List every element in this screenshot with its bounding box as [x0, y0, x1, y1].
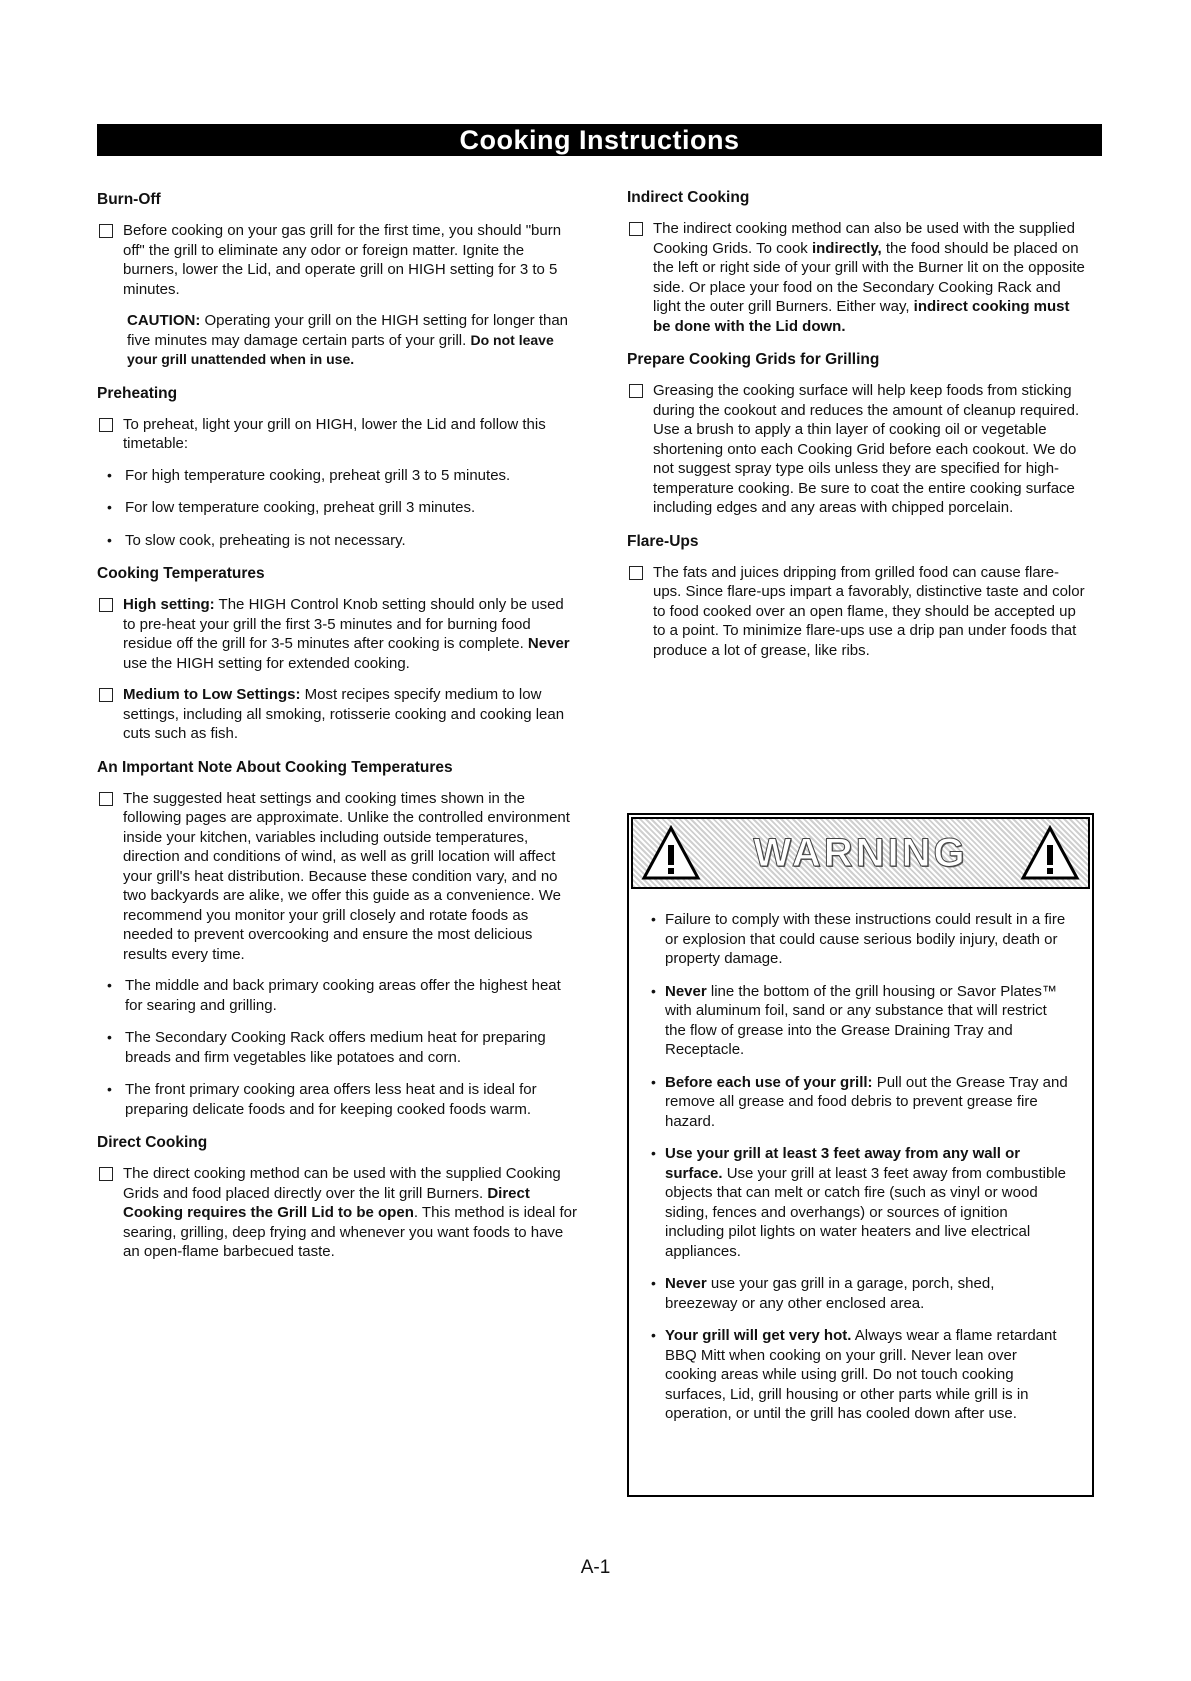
flare-section — [627, 532, 1087, 661]
flare-item — [627, 563, 1087, 661]
warning-item-bold: Never — [665, 982, 707, 1000]
list-item — [97, 1080, 577, 1119]
list-item-text: To slow cook, preheating is not necessary. — [125, 531, 406, 549]
preheating-text: To preheat, light your grill on HIGH, lower the Lid and follow this timetable: — [123, 415, 546, 452]
warning-item-body: Always wear a flame retardant BBQ Mitt when cooking on your grill. Never lean over cooking areas while using grill. Do not touch cooking surfaces, Lid, grill housing or other parts while grill is in operation, or until the grill has cooled down after use. — [665, 1327, 1057, 1422]
prepare-text: Greasing the cooking surface will help keep foods from sticking during the cookout and reduces the amount of cleanup required. Use a brush to apply a thin layer of cooking oil or vegetable shortening onto each Cooking Grid before each cookout. We do not suggest spray type oils unless they are specified for high-temperature cooking. Be sure to coat the entire cooking surface including edges and any areas with chipped porcelain. — [653, 382, 1080, 516]
warning-item-text — [665, 910, 1071, 969]
list-item-text: For high temperature cooking, preheat grill 3 to 5 minutes. — [125, 466, 511, 484]
burnoff-heading: Burn-Off — [97, 191, 161, 208]
direct-heading: Direct Cooking — [97, 1134, 208, 1151]
bullet-icon: • — [651, 1327, 656, 1343]
warning-box — [627, 813, 1094, 1497]
caution-label: CAUTION: — [127, 312, 201, 329]
checkbox-square-icon — [99, 688, 113, 702]
indirect-section — [627, 188, 1087, 336]
preheating-item — [97, 415, 577, 454]
note-item — [97, 789, 577, 965]
warning-title: WARNING — [753, 830, 968, 875]
bullet-icon: • — [651, 1275, 656, 1291]
prepare-section — [627, 350, 1087, 518]
indirect-item — [627, 219, 1087, 336]
warning-item-text — [665, 1274, 1071, 1313]
high-never-bold: Never — [527, 635, 570, 652]
direct-section — [97, 1133, 577, 1262]
bullet-icon: • — [107, 977, 112, 993]
bullet-icon: • — [651, 982, 656, 999]
bullet-icon: • — [107, 466, 112, 483]
warning-item — [651, 1326, 1071, 1424]
medium-setting-label: Medium to Low Settings: — [123, 686, 301, 703]
indirect-heading: Indirect Cooking — [627, 189, 750, 206]
warning-item-body: use your gas grill in a garage, porch, shed, breezeway or any other enclosed area. — [665, 1275, 995, 1312]
checkbox-square-icon — [99, 418, 113, 432]
bullet-icon: • — [651, 1073, 656, 1090]
checkbox-square-icon — [99, 792, 113, 806]
warning-item — [651, 1073, 1071, 1132]
bullet-icon: • — [107, 499, 112, 515]
warning-item-bold: Before each use of your grill: — [665, 1073, 873, 1091]
warning-item-body: line the bottom of the grill housing or Savor Plates™ with aluminum foil, sand or any substance that will restrict the flow of grease into the Grease Draining Tray and Receptacle. — [665, 982, 1057, 1058]
checkbox-square-icon — [99, 1167, 113, 1181]
high-setting-label: High setting: — [123, 596, 215, 613]
note-text: The suggested heat settings and cooking times shown in the following pages are approximate. Unlike the controlled environment inside your kitchen, variables including outside temperatures, direction and conditions of wind, as well as grill location will affect your grill's heat distribution. Because these condition vary, and no two backyards are alike, we offer this guide as a convenience. We recommend you monitor your grill closely and rotate foods as needed to prevent overcooking and ensure the most delicious results every time. — [123, 789, 570, 963]
list-item-text: The middle and back primary cooking areas offer the highest heat for searing and grilling. — [125, 977, 561, 1014]
bullet-icon: • — [107, 531, 112, 548]
list-item — [97, 531, 577, 551]
direct-text-1: The direct cooking method can be used with the supplied Cooking Grids and food placed directly over the lit grill Burners. — [123, 1165, 561, 1202]
warning-header — [631, 817, 1090, 889]
indirect-text — [653, 219, 1087, 336]
high-setting-item — [97, 595, 577, 673]
list-item — [97, 466, 577, 486]
list-item-text: The front primary cooking area offers less heat and is ideal for preparing delicate foods and for keeping cooked foods warm. — [125, 1081, 537, 1118]
warning-item — [651, 1144, 1071, 1261]
preheating-heading: Preheating — [97, 384, 178, 402]
caution-text: Operating your grill on the HIGH setting for longer than five minutes may damage certain parts of your grill. — [127, 312, 569, 349]
checkbox-square-icon — [629, 222, 643, 236]
indirect-text-2: the food should be placed on the left or right side of your grill with the Burner lit on the opposite side. Or place your food on the Secondary Cooking Rack and light the outer grill Burners. Either way, — [653, 239, 1085, 315]
warning-list — [651, 910, 1071, 1437]
medium-setting-text — [123, 685, 577, 744]
list-item — [97, 498, 577, 518]
indirect-text-1: The indirect cooking method can also be used with the supplied Cooking Grids. To cook — [653, 220, 1075, 257]
list-item-text: For low temperature cooking, preheat grill 3 minutes. — [125, 499, 476, 516]
high-setting-text-1: The HIGH Control Knob setting should only be used to pre-heat your grill the first 3-5 minutes and for burning food residue off the grill for 3-5 minutes after cooking is complete. — [123, 596, 564, 652]
page-number: A-1 — [580, 1557, 611, 1578]
list-item — [97, 976, 577, 1015]
checkbox-square-icon — [99, 598, 113, 612]
burnoff-text: Before cooking on your gas grill for the first time, you should "burn off" the grill to eliminate any odor or foreign matter. Ignite the burners, lower the Lid, and operate grill on HIGH setting for 3 to 5 minutes. — [123, 222, 562, 298]
warning-item-text — [665, 1144, 1071, 1261]
direct-text-2: . This method is ideal for searing, grilling, deep frying and whenever you want foods to have an open-flame barbecued taste. — [123, 1204, 577, 1260]
warning-item-bold: Use your grill at least 3 feet away from any wall or surface. — [665, 1145, 1021, 1182]
note-heading: An Important Note About Cooking Temperatures — [97, 758, 453, 776]
medium-setting-item — [97, 685, 577, 744]
warning-triangle-icon — [1020, 825, 1080, 881]
checkbox-square-icon — [629, 384, 643, 398]
flare-text: The fats and juices dripping from grilled food can cause flare-ups. Since flare-ups impart a favorably, distinctive taste and color to food cooked over an open flame, they should be accepted up to a point. To minimize flare-ups use a drip pan under foods that produce a lot of grease, like ribs. — [653, 563, 1085, 659]
checkbox-square-icon — [99, 224, 113, 238]
bullet-icon: • — [651, 1145, 656, 1161]
flare-heading: Flare-Ups — [627, 532, 699, 550]
burnoff-section — [97, 190, 577, 370]
direct-bold: Direct Cooking requires the Grill Lid to be open — [123, 1184, 530, 1221]
burnoff-item — [97, 221, 577, 299]
prepare-item — [627, 381, 1087, 518]
right-column — [627, 188, 1087, 674]
page-title: Cooking Instructions — [97, 124, 1102, 156]
warning-item-body: Pull out the Grease Tray and remove all grease and food debris to prevent grease fire hazard. — [665, 1073, 1068, 1130]
warning-item — [651, 982, 1071, 1060]
warning-triangle-icon — [641, 825, 701, 881]
high-setting-text-2: use the HIGH setting for extended cooking. — [123, 654, 410, 672]
indirect-bold-2: indirect cooking must be done with the Lid down. — [653, 298, 1070, 335]
temperatures-section — [97, 564, 577, 744]
warning-item-body: Failure to comply with these instructions could result in a fire or explosion that could cause serious bodily injury, death or property damage. — [665, 911, 1066, 967]
warning-item-text — [665, 1326, 1071, 1424]
list-item — [97, 1028, 577, 1067]
warning-item-text — [665, 982, 1071, 1060]
prepare-heading: Prepare Cooking Grids for Grilling — [627, 351, 880, 368]
preheating-section — [97, 384, 577, 551]
direct-text — [123, 1164, 577, 1262]
temperatures-heading: Cooking Temperatures — [97, 565, 265, 582]
bullet-icon: • — [107, 1081, 112, 1097]
bullet-icon: • — [107, 1029, 112, 1045]
warning-item — [651, 1274, 1071, 1313]
warning-item-bold: Never — [665, 1275, 707, 1292]
checkbox-square-icon — [629, 566, 643, 580]
medium-setting-body: Most recipes specify medium to low settings, including all smoking, rotisserie cooking and cooking lean cuts such as fish. — [123, 686, 565, 742]
bullet-icon: • — [651, 911, 656, 927]
list-item-text: The Secondary Cooking Rack offers medium heat for preparing breads and firm vegetables like potatoes and corn. — [125, 1029, 546, 1066]
caution-paragraph — [97, 311, 577, 370]
high-setting-text — [123, 595, 577, 673]
left-column — [97, 190, 577, 1276]
note-section — [97, 758, 577, 1120]
indirect-bold-1: indirectly, — [811, 239, 882, 257]
warning-item-text — [665, 1073, 1071, 1132]
caution-bold-text: Do not leave your grill unattended when in use. — [127, 331, 554, 367]
warning-item-body: Use your grill at least 3 feet away from combustible objects that can melt or catch fire (such as vinyl or wood siding, fences and overhangs) or sources of ignition including pilot lights on water heaters and live electrical appliances. — [665, 1164, 1067, 1260]
warning-item-bold: Your grill will get very hot. — [665, 1327, 852, 1344]
direct-item — [97, 1164, 577, 1262]
warning-item — [651, 910, 1071, 969]
